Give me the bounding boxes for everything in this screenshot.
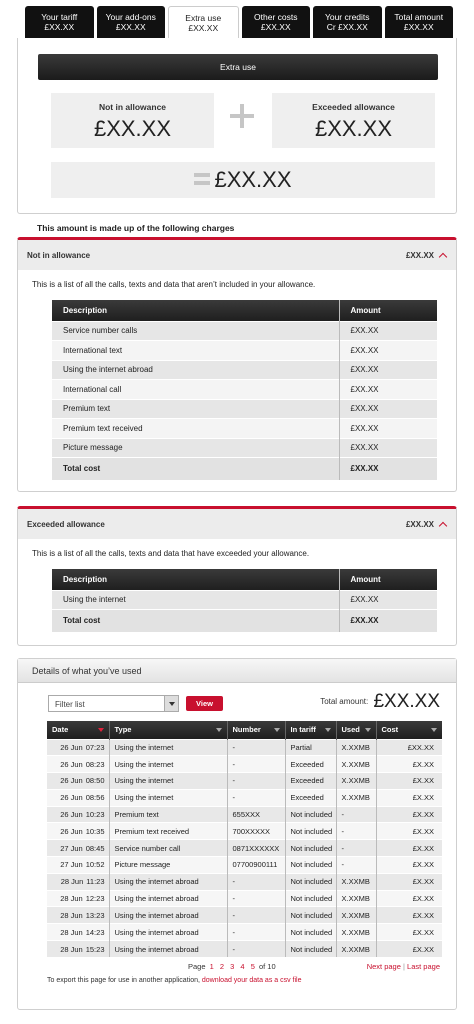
extra-use-summary xyxy=(17,38,457,214)
row-in-tariff: Exceeded xyxy=(285,789,336,806)
row-type: Premium text xyxy=(109,806,227,823)
not-in-allowance-box xyxy=(51,93,214,148)
extra-use-total-value: £XX.XX xyxy=(214,167,292,192)
table-row xyxy=(52,590,437,610)
row-in-tariff: Exceeded xyxy=(285,756,336,773)
table-row xyxy=(52,399,437,419)
table-row xyxy=(47,739,442,756)
row-type: Using the internet abroad xyxy=(109,941,227,958)
panel-amount: £XX.XX xyxy=(405,519,434,529)
row-amount: £XX.XX xyxy=(339,438,437,458)
row-cost: £X.XX xyxy=(376,840,442,857)
column-header-used[interactable] xyxy=(336,721,376,739)
row-date: 27 Jun xyxy=(60,843,83,853)
panel-title: Exceeded allowance xyxy=(27,519,105,529)
tab-label: Total amount xyxy=(394,12,444,22)
row-number: 07700900111 xyxy=(227,857,285,874)
column-header-description: Description xyxy=(52,300,339,321)
row-datetime xyxy=(47,823,109,840)
tab-value: £XX.XX xyxy=(44,22,75,32)
separator: | xyxy=(403,962,405,971)
details-total xyxy=(320,691,440,713)
row-amount: £XX.XX xyxy=(339,380,437,400)
row-description: Premium text xyxy=(52,399,339,419)
column-header-number[interactable] xyxy=(227,721,285,739)
tab-label: Your credits xyxy=(324,12,370,22)
row-number: - xyxy=(227,739,285,756)
column-header-in-tariff[interactable] xyxy=(285,721,336,739)
row-time: 08:56 xyxy=(85,793,105,803)
row-amount: £XX.XX xyxy=(339,399,437,419)
row-used: X.XXMB xyxy=(336,924,376,941)
row-cost: £X.XX xyxy=(376,806,442,823)
row-number: - xyxy=(227,890,285,907)
sort-arrow-icon xyxy=(365,728,371,732)
row-datetime xyxy=(47,739,109,756)
row-time: 08:50 xyxy=(85,776,105,786)
sort-arrow-icon xyxy=(216,728,222,732)
not-in-allowance-panel xyxy=(17,237,457,492)
column-header-type[interactable] xyxy=(109,721,227,739)
row-used: X.XXMB xyxy=(336,756,376,773)
column-label: Type xyxy=(114,725,132,735)
row-in-tariff: Not included xyxy=(285,840,336,857)
row-used: - xyxy=(336,857,376,874)
tab-value: Cr £XX.XX xyxy=(326,22,368,32)
tab-your-tariff[interactable] xyxy=(25,6,94,39)
row-datetime xyxy=(47,789,109,806)
page-link-5[interactable]: 5 xyxy=(250,962,255,971)
panel-title: Not in allowance xyxy=(27,250,91,260)
row-number: - xyxy=(227,756,285,773)
row-used: X.XXMB xyxy=(336,773,376,790)
tab-label: Other costs xyxy=(254,12,298,22)
sort-arrow-icon xyxy=(274,728,280,732)
table-row xyxy=(47,857,442,874)
row-time: 13:23 xyxy=(85,910,105,920)
row-used: - xyxy=(336,806,376,823)
table-row xyxy=(47,890,442,907)
table-row xyxy=(47,924,442,941)
row-type: Picture message xyxy=(109,857,227,874)
view-button[interactable]: View xyxy=(186,696,223,711)
row-time: 08:23 xyxy=(85,759,105,769)
table-row xyxy=(47,840,442,857)
row-cost: £X.XX xyxy=(376,924,442,941)
row-date: 28 Jun xyxy=(60,944,83,954)
total-label: Total cost xyxy=(52,458,339,480)
summary-title: Extra use xyxy=(38,54,438,80)
row-type: Using the internet abroad xyxy=(109,924,227,941)
row-date: 26 Jun xyxy=(60,810,83,820)
column-label: Number xyxy=(232,725,261,735)
row-description: Premium text received xyxy=(52,419,339,439)
exceeded-allowance-panel xyxy=(17,506,457,646)
row-in-tariff: Exceeded xyxy=(285,773,336,790)
row-cost: £X.XX xyxy=(376,756,442,773)
table-row xyxy=(52,341,437,361)
row-in-tariff: Partial xyxy=(285,739,336,756)
row-number: 0871XXXXXX xyxy=(227,840,285,857)
row-datetime xyxy=(47,773,109,790)
total-amount: £XX.XX xyxy=(339,458,437,480)
row-date: 27 Jun xyxy=(60,860,83,870)
table-row xyxy=(47,941,442,958)
row-cost: £X.XX xyxy=(376,941,442,958)
row-cost: £X.XX xyxy=(376,907,442,924)
row-in-tariff: Not included xyxy=(285,907,336,924)
row-cost: £X.XX xyxy=(376,789,442,806)
page-link-1[interactable]: 1 xyxy=(209,962,214,971)
column-label: Cost xyxy=(381,725,399,735)
tab-value: £XX.XX xyxy=(403,22,434,32)
row-time: 15:23 xyxy=(85,944,105,954)
row-date: 28 Jun xyxy=(60,877,84,887)
total-row xyxy=(52,610,437,632)
row-type: Using the internet abroad xyxy=(109,907,227,924)
tab-value: £XX.XX xyxy=(115,22,146,32)
row-date: 26 Jun xyxy=(60,776,83,786)
column-header-cost[interactable] xyxy=(376,721,442,739)
total-label: Total cost xyxy=(52,610,339,632)
row-date: 28 Jun xyxy=(60,894,83,904)
pager-of: of 10 xyxy=(258,962,276,971)
row-type: Using the internet xyxy=(109,739,227,756)
table-row xyxy=(52,321,437,341)
row-cost: £X.XX xyxy=(376,890,442,907)
row-type: Using the internet abroad xyxy=(109,873,227,890)
row-amount: £XX.XX xyxy=(339,321,437,341)
row-datetime xyxy=(47,873,109,890)
table-row xyxy=(47,873,442,890)
exceeded-allowance-label: Exceeded allowance xyxy=(312,102,395,112)
row-number: - xyxy=(227,907,285,924)
row-type: Service number call xyxy=(109,840,227,857)
table-row xyxy=(52,419,437,439)
column-header-description: Description xyxy=(52,569,339,590)
pagination xyxy=(188,962,276,971)
row-used: X.XXMB xyxy=(336,907,376,924)
tab-your-credits[interactable] xyxy=(313,6,382,39)
row-amount: £XX.XX xyxy=(339,590,437,610)
not-in-allowance-value: £XX.XX xyxy=(93,116,172,141)
row-number: 655XXX xyxy=(227,806,285,823)
page-link-3[interactable]: 3 xyxy=(230,962,235,971)
row-used: X.XXMB xyxy=(336,941,376,958)
column-header-amount: Amount xyxy=(339,569,437,590)
panel-description: This is a list of all the calls, texts and data that aren’t included in your allowance. xyxy=(32,280,316,289)
row-description: Using the internet abroad xyxy=(52,360,339,380)
row-date: 26 Jun xyxy=(60,793,83,803)
tab-value: £XX.XX xyxy=(260,22,291,32)
page-link-2[interactable]: 2 xyxy=(219,962,225,971)
bill-tabs xyxy=(25,6,453,39)
not-in-allowance-header[interactable] xyxy=(18,240,456,270)
row-number: - xyxy=(227,941,285,958)
row-datetime xyxy=(47,941,109,958)
row-datetime xyxy=(47,924,109,941)
sort-arrow-icon xyxy=(325,728,331,732)
table-row xyxy=(52,360,437,380)
row-amount: £XX.XX xyxy=(339,341,437,361)
row-description: International text xyxy=(52,341,339,361)
row-date: 26 Jun xyxy=(60,742,83,752)
row-time: 10:35 xyxy=(85,826,105,836)
filter-value: Filter list xyxy=(55,700,85,709)
tab-extra-use[interactable] xyxy=(168,6,239,40)
row-used: X.XXMB xyxy=(336,789,376,806)
total-row xyxy=(52,458,437,480)
row-time: 12:23 xyxy=(85,894,105,904)
row-type: Using the internet abroad xyxy=(109,890,227,907)
row-datetime xyxy=(47,756,109,773)
row-date: 28 Jun xyxy=(60,927,83,937)
charges-intro: This amount is made up of the following charges xyxy=(37,223,235,233)
page-link-4[interactable]: 4 xyxy=(240,962,245,971)
row-date: 26 Jun xyxy=(60,759,83,769)
row-datetime xyxy=(47,890,109,907)
chevron-up-icon[interactable] xyxy=(439,521,447,529)
column-label: Date xyxy=(52,725,69,735)
download-csv-link[interactable]: download your data as a csv file xyxy=(201,977,302,984)
row-number: - xyxy=(227,773,285,790)
row-number: - xyxy=(227,873,285,890)
not-in-allowance-table xyxy=(52,300,437,480)
table-row xyxy=(47,823,442,840)
row-time: 11:23 xyxy=(86,877,105,887)
row-time: 14:23 xyxy=(85,927,105,937)
row-type: Premium text received xyxy=(109,823,227,840)
row-description: Service number calls xyxy=(52,321,339,341)
row-type: Using the internet xyxy=(109,756,227,773)
table-row xyxy=(52,438,437,458)
pager-label: Page xyxy=(188,962,206,971)
row-time: 08:45 xyxy=(85,843,105,853)
sort-arrow-icon xyxy=(98,728,104,732)
row-in-tariff: Not included xyxy=(285,857,336,874)
row-cost: £X.XX xyxy=(376,773,442,790)
tab-value: £XX.XX xyxy=(188,23,219,33)
row-description: Picture message xyxy=(52,438,339,458)
column-label: In tariff xyxy=(290,725,316,735)
row-number: 700XXXXX xyxy=(227,823,285,840)
next-page-link[interactable]: Next page xyxy=(366,962,401,971)
exceeded-allowance-value: £XX.XX xyxy=(314,116,393,141)
row-description: Using the internet xyxy=(52,590,339,610)
not-in-allowance-label: Not in allowance xyxy=(98,102,167,112)
row-used: X.XXMB xyxy=(336,890,376,907)
details-total-label: Total amount: xyxy=(320,697,369,706)
table-row xyxy=(47,773,442,790)
chevron-up-icon[interactable] xyxy=(439,252,447,260)
sort-arrow-icon xyxy=(431,728,437,732)
row-number: - xyxy=(227,789,285,806)
equals-icon xyxy=(194,173,210,185)
table-row xyxy=(47,789,442,806)
row-used: X.XXMB xyxy=(336,739,376,756)
extra-use-total xyxy=(51,162,435,198)
tab-label: Your tariff xyxy=(41,12,78,22)
tab-total-amount[interactable] xyxy=(385,6,454,39)
row-description: International call xyxy=(52,380,339,400)
column-header-date[interactable] xyxy=(47,721,109,739)
plus-icon xyxy=(230,104,254,128)
table-row xyxy=(47,756,442,773)
row-in-tariff: Not included xyxy=(285,873,336,890)
usage-details-panel xyxy=(17,658,457,1010)
exceeded-allowance-table xyxy=(52,569,437,632)
row-datetime xyxy=(47,857,109,874)
row-used: - xyxy=(336,823,376,840)
column-header-amount: Amount xyxy=(339,300,437,321)
row-in-tariff: Not included xyxy=(285,941,336,958)
details-title: Details of what you’ve used xyxy=(18,659,456,683)
row-amount: £XX.XX xyxy=(339,419,437,439)
filter-select[interactable] xyxy=(48,695,179,712)
exceeded-allowance-box xyxy=(272,93,435,148)
row-time: 10:52 xyxy=(85,860,105,870)
tab-your-add-ons[interactable] xyxy=(97,6,166,39)
row-datetime xyxy=(47,840,109,857)
row-cost: £X.XX xyxy=(376,873,442,890)
table-row xyxy=(47,907,442,924)
details-total-value: £XX.XX xyxy=(373,691,440,712)
row-in-tariff: Not included xyxy=(285,890,336,907)
tab-other-costs[interactable] xyxy=(242,6,311,39)
next-last-links xyxy=(367,962,440,971)
total-amount: £XX.XX xyxy=(339,610,437,632)
row-in-tariff: Not included xyxy=(285,924,336,941)
exceeded-allowance-header[interactable] xyxy=(18,509,456,539)
row-cost: £XX.XX xyxy=(376,739,442,756)
row-date: 28 Jun xyxy=(60,910,83,920)
row-time: 07:23 xyxy=(85,742,105,752)
export-text: To export this page for use in another application, xyxy=(47,977,200,984)
row-cost: £X.XX xyxy=(376,857,442,874)
chevron-down-icon[interactable] xyxy=(164,696,178,711)
column-label: Used xyxy=(341,725,360,735)
row-type: Using the internet xyxy=(109,773,227,790)
row-in-tariff: Not included xyxy=(285,823,336,840)
table-row xyxy=(52,380,437,400)
row-number: - xyxy=(227,924,285,941)
row-datetime xyxy=(47,806,109,823)
last-page-link[interactable]: Last page xyxy=(407,962,440,971)
row-type: Using the internet xyxy=(109,789,227,806)
row-used: X.XXMB xyxy=(336,873,376,890)
row-datetime xyxy=(47,907,109,924)
row-used: - xyxy=(336,840,376,857)
panel-description: This is a list of all the calls, texts and data that have exceeded your allowance. xyxy=(32,549,310,558)
usage-table xyxy=(47,721,442,957)
table-row xyxy=(47,806,442,823)
row-date: 26 Jun xyxy=(60,826,83,836)
row-time: 10:23 xyxy=(85,810,105,820)
panel-amount: £XX.XX xyxy=(405,250,434,260)
tab-label: Extra use xyxy=(185,13,222,23)
tab-label: Your add-ons xyxy=(105,12,156,22)
row-in-tariff: Not included xyxy=(285,806,336,823)
row-cost: £X.XX xyxy=(376,823,442,840)
export-note xyxy=(47,977,302,984)
row-amount: £XX.XX xyxy=(339,360,437,380)
